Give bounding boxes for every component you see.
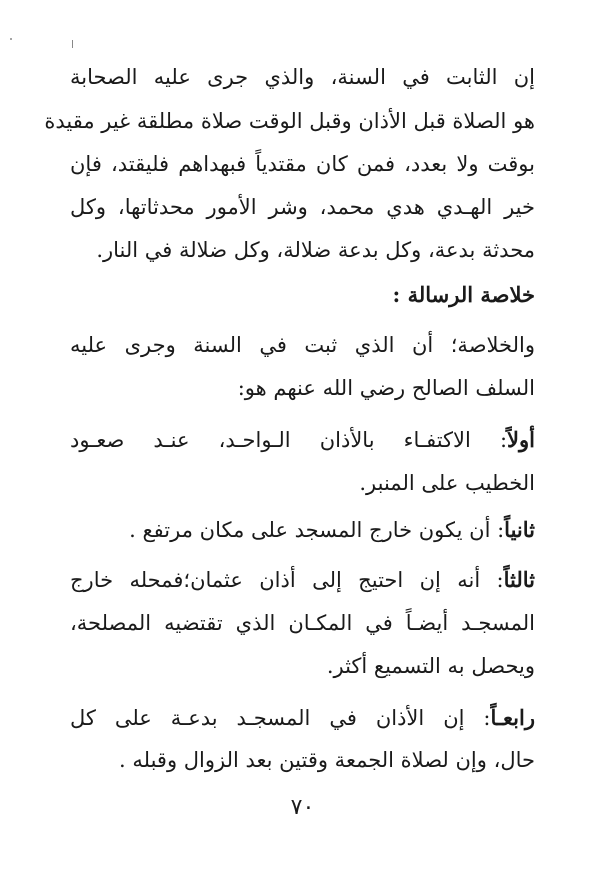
paragraph-2-line-2: السلف الصالح رضي الله عنهم هو: bbox=[237, 376, 535, 400]
paragraph-1-line-4: خير الهـدي هدي محمد، وشر الأمور محدثاتها، وكل bbox=[70, 195, 535, 219]
point-4-text: : إن الأذان في المسجـد بدعـة على كل bbox=[70, 706, 491, 730]
point-2-label: ثانياً bbox=[504, 517, 535, 542]
page-number: ٧٠ bbox=[290, 795, 315, 820]
point-3-line-3: ويحصل به التسميع أكثر. bbox=[326, 654, 535, 678]
paragraph-2-line-1: والخلاصة؛ أن الذي ثبت في السنة وجرى عليه bbox=[70, 333, 535, 357]
section-heading: خلاصة الرسالة : bbox=[392, 282, 535, 307]
point-3-line-2: المسجـد أيضـاً في المكـان الذي تقتضيه المصلحة، bbox=[70, 611, 535, 635]
point-4-line-2: حال، وإن لصلاة الجمعة وقتين بعد الزوال وقبله . bbox=[119, 748, 535, 772]
point-2-text: : أن يكون خارج المسجد على مكان مرتفع . bbox=[129, 518, 505, 542]
point-1-line-2: الخطيب على المنبر. bbox=[359, 471, 535, 495]
point-2-line-1 bbox=[70, 515, 535, 545]
paragraph-1-line-3: بوقت ولا بعدد، فمن كان مقتدياً فبهداهم فليقتد، فإن bbox=[70, 152, 535, 176]
point-3-text: : أنه إن احتيج إلى أذان عثمان؛فمحله خارج bbox=[70, 568, 504, 592]
scan-speck bbox=[72, 40, 73, 48]
point-3-line-1 bbox=[70, 565, 535, 595]
point-1-line-1 bbox=[70, 425, 535, 455]
point-3-label: ثالثاً bbox=[503, 567, 535, 592]
paragraph-1-line-2: هو الصلاة قبل الأذان وقبل الوقت صلاة مطلقة غير مقيدة bbox=[44, 109, 535, 133]
point-1-text: : الاكتفـاء بالأذان الـواحـد، عنـد صعـود bbox=[70, 428, 508, 452]
paragraph-1-line-1: إن الثابت في السنة، والذي جرى عليه الصحابة bbox=[70, 65, 535, 89]
point-4-label: رابعـاً bbox=[490, 705, 535, 730]
point-4-line-1 bbox=[70, 703, 535, 733]
point-1-label: أولاً bbox=[507, 427, 535, 452]
scan-speck bbox=[10, 38, 12, 40]
paragraph-1-line-5: محدثة بدعة، وكل بدعة ضلالة، وكل ضلالة في النار. bbox=[96, 238, 535, 262]
